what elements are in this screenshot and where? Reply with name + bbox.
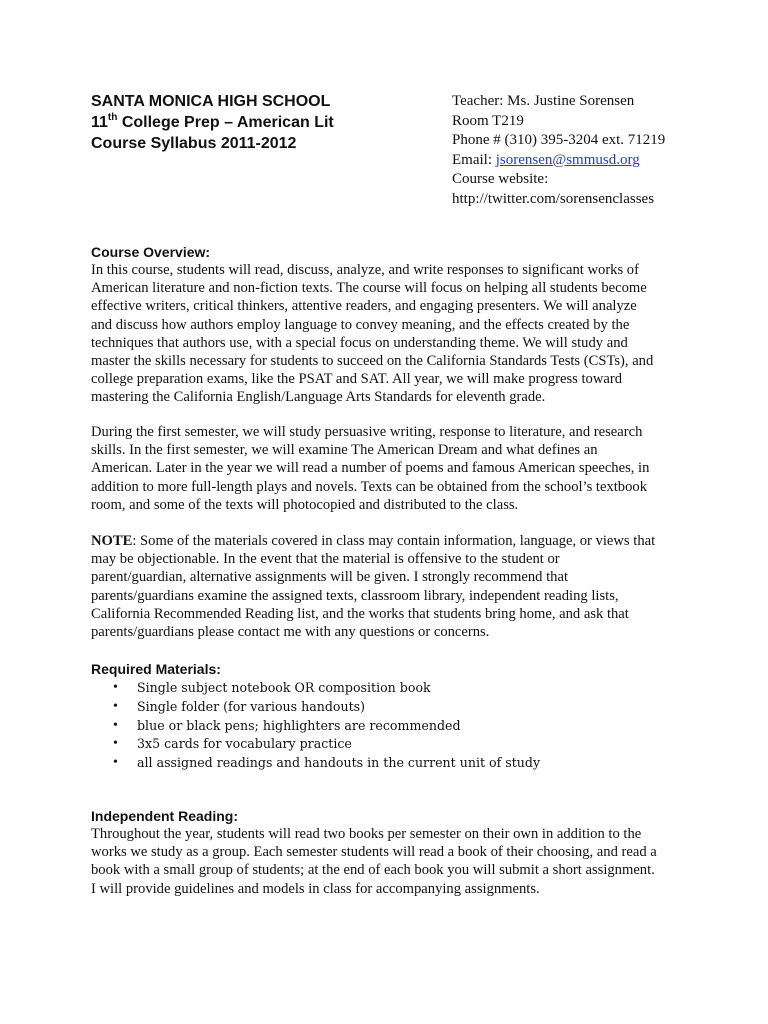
note-line: parents/guardians examine the assigned texts, classroom library, independent reading lists, bbox=[91, 587, 619, 604]
list-item bbox=[113, 754, 540, 773]
bullet-icon: • bbox=[113, 736, 118, 752]
independent-line: book with a small group of students; at the end of each book you will submit a short assignment. bbox=[91, 862, 655, 879]
note-paragraph bbox=[91, 532, 691, 641]
grade-number: 11 bbox=[91, 114, 108, 131]
header-right bbox=[452, 92, 665, 210]
note-line: may be objectionable. In the event that the material is offensive to the student or bbox=[91, 551, 560, 568]
website-url: http://twitter.com/sorensenclasses bbox=[452, 190, 655, 207]
overview-line: college preparation exams, like the PSAT and SAT. All year, we will make progress toward bbox=[91, 371, 623, 388]
note-line: parent/guardian, alternative assignments will be given. I strongly recommend that bbox=[91, 569, 568, 586]
note-line: California Recommended Reading list, and the works that students bring home, and ask that bbox=[91, 605, 629, 622]
list-item-text: Single folder (for various handouts) bbox=[137, 698, 366, 714]
overview-line: master the skills necessary for students to succeed on the California Standards Tests (CSTs), and bbox=[91, 353, 654, 370]
note-line bbox=[91, 532, 691, 550]
overview-line: and discuss how authors employ language to convey meaning, and the effects created by the bbox=[91, 316, 630, 333]
grade-suffix: th bbox=[107, 111, 118, 123]
bullet-icon: • bbox=[113, 755, 118, 771]
note-line: parents/guardians please contact me with any questions or concerns. bbox=[91, 624, 490, 641]
email-link[interactable]: jsorensen@smmusd.org bbox=[495, 151, 640, 168]
phone-number: Phone # (310) 395-3204 ext. 71219 bbox=[452, 132, 666, 149]
semester-line: During the first semester, we will study persuasive writing, response to literature, and research bbox=[91, 424, 643, 440]
overview-line: In this course, students will read, discuss, analyze, and write responses to significant works of bbox=[91, 262, 639, 278]
course-name: College Prep – American Lit bbox=[117, 114, 334, 131]
syllabus-title: Course Syllabus 2011-2012 bbox=[91, 135, 297, 152]
overview-line: mastering the California English/Language Arts Standards for eleventh grade. bbox=[91, 389, 546, 406]
email-label: Email: bbox=[452, 151, 496, 168]
list-item bbox=[113, 698, 540, 717]
materials-list bbox=[113, 679, 540, 773]
list-item-text: 3x5 cards for vocabulary practice bbox=[137, 736, 352, 752]
independent-heading: Independent Reading: bbox=[91, 808, 238, 824]
school-name: SANTA MONICA HIGH SCHOOL bbox=[91, 93, 331, 110]
teacher-name: Teacher: Ms. Justine Sorensen bbox=[452, 93, 635, 109]
email-row bbox=[452, 151, 665, 171]
overview-paragraph bbox=[91, 261, 691, 407]
overview-line: techniques that authors use, with a special focus on understanding theme. We will study and bbox=[91, 334, 628, 351]
independent-line: I will provide guidelines and models in class for accompanying assignments. bbox=[91, 880, 540, 897]
bullet-icon: • bbox=[113, 698, 118, 714]
bullet-icon: • bbox=[113, 680, 118, 695]
list-item-text: blue or black pens; highlighters are recommended bbox=[137, 717, 461, 733]
course-title bbox=[91, 112, 334, 133]
semester-line: American. Later in the year we will read a number of poems and famous American speeches, in bbox=[91, 460, 650, 477]
list-item bbox=[113, 679, 540, 698]
overview-heading: Course Overview: bbox=[91, 244, 211, 260]
semester-line: room, and some of the texts will photocopied and distributed to the class. bbox=[91, 496, 519, 513]
list-item-text: all assigned readings and handouts in the current unit of study bbox=[137, 755, 541, 771]
semester-paragraph bbox=[91, 423, 691, 514]
independent-line: Throughout the year, students will read two books per semester on their own in addition to the bbox=[91, 826, 642, 842]
materials-heading: Required Materials: bbox=[91, 661, 221, 677]
list-item bbox=[113, 735, 540, 754]
bullet-icon: • bbox=[113, 717, 118, 733]
note-first-line: : Some of the materials covered in class may contain information, language, or views that bbox=[132, 533, 656, 549]
header-left bbox=[91, 91, 334, 154]
note-label: NOTE bbox=[91, 533, 133, 549]
semester-line: addition to more full-length plays and novels. Texts can be obtained from the school’s textbook bbox=[91, 478, 647, 495]
overview-line: effective writers, critical thinkers, attentive readers, and engaging presenters. We will analyze bbox=[91, 298, 637, 315]
website-label: Course website: bbox=[452, 171, 549, 188]
overview-line: American literature and non-fiction texts. The course will focus on helping all students become bbox=[91, 280, 647, 297]
independent-line: works we study as a group. Each semester students will read a book of their choosing, and read a bbox=[91, 844, 657, 861]
list-item-text: Single subject notebook OR composition book bbox=[137, 680, 431, 695]
semester-line: skills. In the first semester, we will examine The American Dream and what defines an bbox=[91, 442, 598, 459]
independent-paragraph bbox=[91, 825, 691, 898]
room-number: Room T219 bbox=[452, 112, 524, 129]
list-item bbox=[113, 717, 540, 736]
